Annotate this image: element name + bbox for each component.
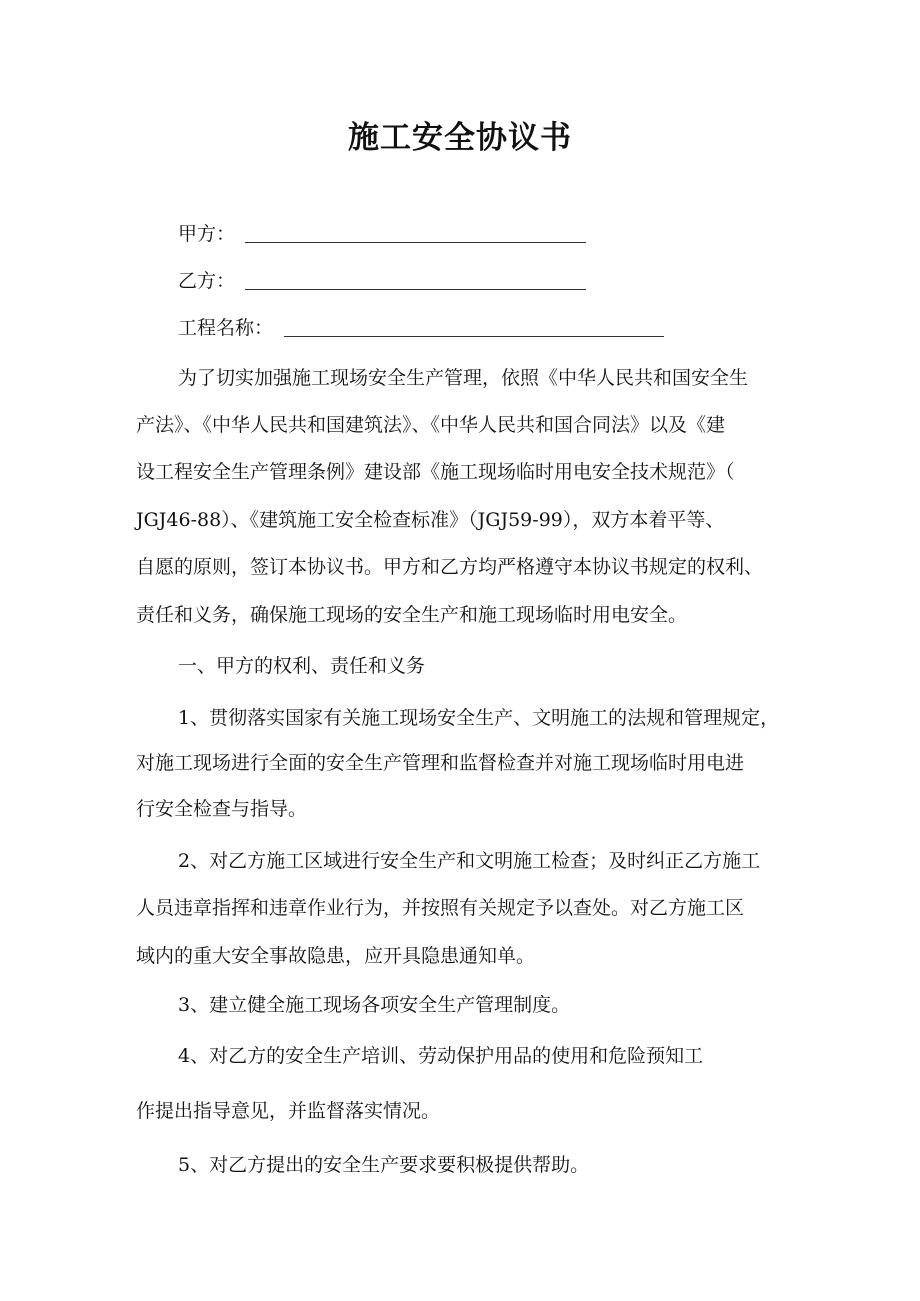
party-b-label: 乙方： [178, 270, 236, 292]
project-name-blank[interactable] [284, 336, 664, 337]
item-1-line-1: 1、贯彻落实国家有关施工现场安全生产、文明施工的法规和管理规定， [178, 707, 780, 729]
document-title: 施工安全协议书 [348, 120, 572, 156]
intro-line-3: 设工程安全生产管理条例》建设部《施工现场临时用电安全技术规范》（ [136, 461, 735, 483]
item-1-line-3: 行安全检查与指导。 [136, 798, 308, 820]
item-2-line-3: 域内的重大安全事故隐患，应开具隐患通知单。 [136, 945, 536, 967]
party-a-label: 甲方： [178, 223, 236, 245]
item-1-line-2: 对施工现场进行全面的安全生产管理和监督检查并对施工现场临时用电进 [136, 752, 745, 774]
party-b-field [178, 266, 235, 296]
item-2-line-2: 人员违章指挥和违章作业行为，并按照有关规定予以查处。对乙方施工区 [136, 897, 745, 919]
intro-line-5: 自愿的原则，签订本协议书。甲方和乙方均严格遵守本协议书规定的权利、 [136, 556, 764, 578]
item-4-line-2: 作提出指导意见，并监督落实情况。 [136, 1100, 441, 1122]
party-a-field [178, 219, 235, 249]
intro-line-2: 产法》、《中华人民共和国建筑法》、《中华人民共和国合同法》以及《建 [136, 414, 726, 436]
item-3-line-1: 3、建立健全施工现场各项安全生产管理制度。 [178, 994, 571, 1016]
item-4-line-1: 4、对乙方的安全生产培训、劳动保护用品的使用和危险预知工 [178, 1045, 704, 1067]
section-heading-party-a: 一、甲方的权利、责任和义务 [178, 655, 426, 677]
intro-line-4: JGJ46-88）、《建筑施工安全检查标准》（JGJ59-99），双方本着平等、 [136, 509, 725, 531]
party-b-blank[interactable] [245, 289, 586, 290]
intro-line-1: 为了切实加强施工现场安全生产管理，依照《中华人民共和国安全生 [178, 367, 749, 389]
item-5-line-1: 5、对乙方提出的安全生产要求要积极提供帮助。 [178, 1154, 590, 1176]
intro-line-6: 责任和义务，确保施工现场的安全生产和施工现场临时用电安全。 [136, 604, 688, 626]
party-a-blank[interactable] [245, 242, 586, 243]
project-name-field [178, 313, 273, 343]
project-name-label: 工程名称： [178, 317, 274, 339]
item-2-line-1: 2、对乙方施工区域进行安全生产和文明施工检查；及时纠正乙方施工 [178, 850, 761, 872]
